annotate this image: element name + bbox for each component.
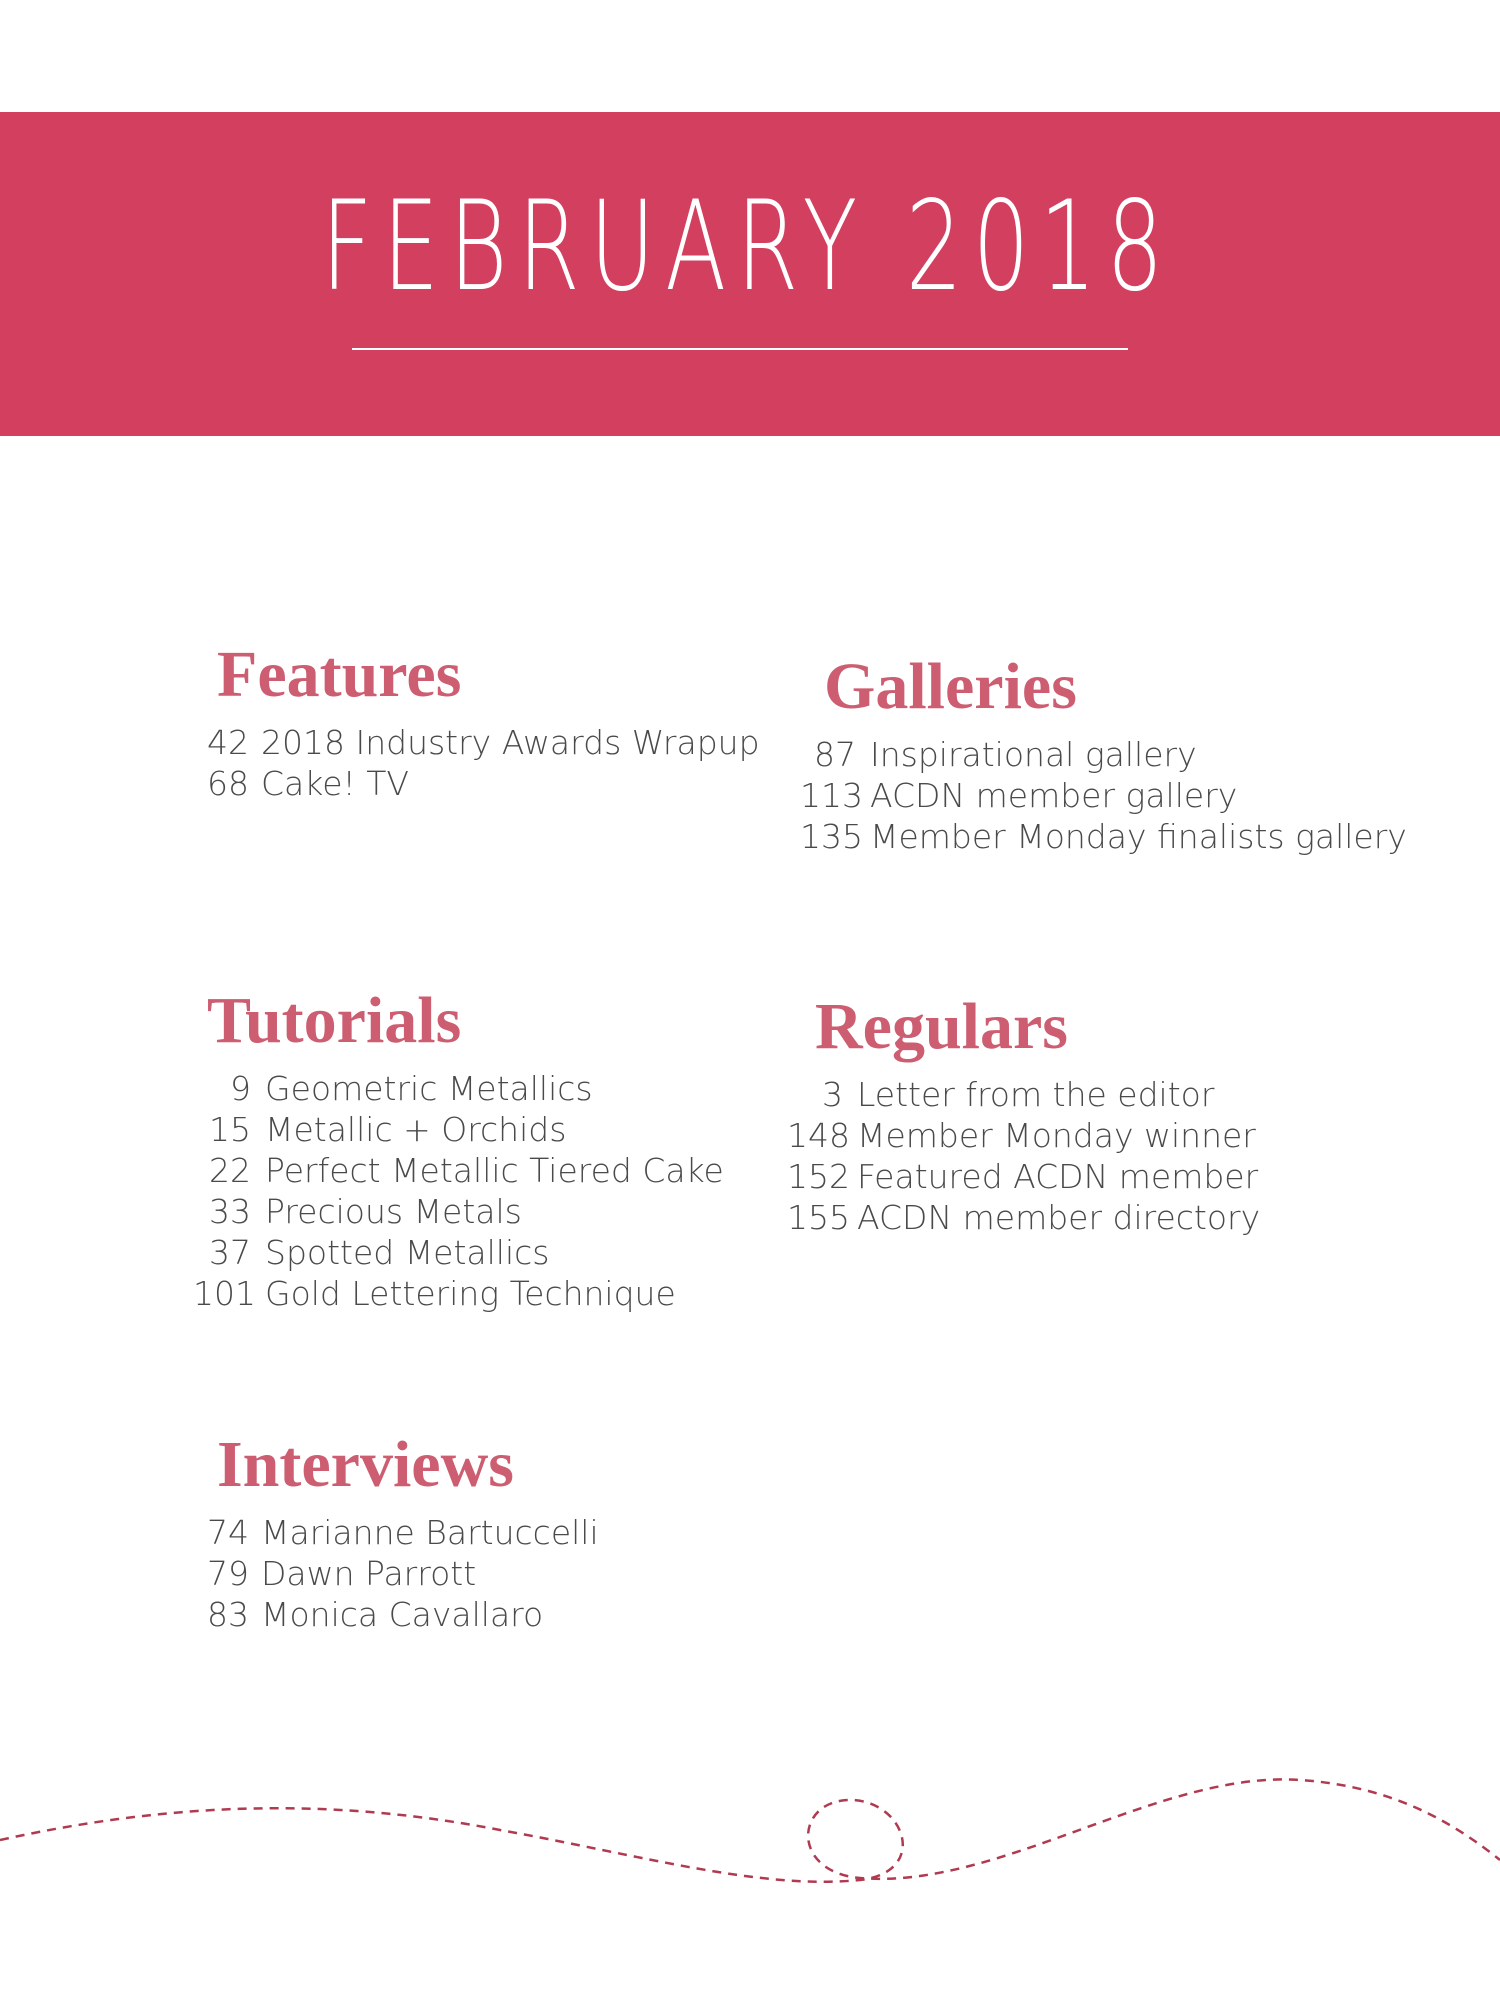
article-title: Featured ACDN member bbox=[857, 1157, 1259, 1196]
dashed-swirl-line-icon bbox=[0, 1760, 1500, 1920]
section-galleries bbox=[800, 650, 1407, 857]
contents-item[interactable] bbox=[193, 1150, 724, 1191]
contents-item[interactable] bbox=[800, 775, 1407, 816]
section-tutorials bbox=[193, 984, 724, 1314]
page-number: 33 bbox=[209, 1192, 251, 1231]
contents-item[interactable] bbox=[800, 734, 1407, 775]
contents-item[interactable] bbox=[193, 1109, 724, 1150]
page-number: 87 bbox=[814, 735, 856, 774]
issue-title: FEBRUARY 2018 bbox=[321, 175, 1174, 319]
contents-item[interactable] bbox=[193, 1232, 724, 1273]
article-title: Letter from the editor bbox=[857, 1075, 1215, 1114]
article-title: Monica Cavallaro bbox=[261, 1595, 544, 1634]
article-title: Precious Metals bbox=[265, 1192, 522, 1231]
article-title: Spotted Metallics bbox=[265, 1233, 550, 1272]
page-number: 74 bbox=[207, 1513, 249, 1552]
page-number: 15 bbox=[209, 1110, 251, 1149]
page-number: 3 bbox=[822, 1075, 843, 1114]
section-heading-interviews: Interviews bbox=[217, 1428, 514, 1501]
article-title: Perfect Metallic Tiered Cake bbox=[265, 1151, 724, 1190]
article-title: Marianne Bartuccelli bbox=[261, 1513, 599, 1552]
contents-item[interactable] bbox=[787, 1074, 1260, 1115]
contents-item[interactable] bbox=[787, 1115, 1260, 1156]
page-number: 148 bbox=[787, 1116, 850, 1155]
article-title: Metallic + Orchids bbox=[265, 1110, 567, 1149]
contents-item[interactable] bbox=[193, 1273, 724, 1314]
article-title: Member Monday finalists gallery bbox=[870, 817, 1407, 856]
contents-item[interactable] bbox=[787, 1156, 1260, 1197]
article-title: Cake! TV bbox=[261, 764, 409, 803]
article-title: ACDN member gallery bbox=[870, 776, 1238, 815]
article-title: Member Monday winner bbox=[857, 1116, 1256, 1155]
contents-item[interactable] bbox=[193, 1191, 724, 1232]
article-title: Inspirational gallery bbox=[870, 735, 1197, 774]
page-number: 101 bbox=[193, 1274, 256, 1313]
page-number: 152 bbox=[787, 1157, 850, 1196]
page-number: 22 bbox=[209, 1151, 251, 1190]
article-title: Gold Lettering Technique bbox=[265, 1274, 676, 1313]
section-regulars bbox=[787, 990, 1261, 1238]
contents-item[interactable] bbox=[207, 1553, 599, 1594]
article-title: Geometric Metallics bbox=[265, 1069, 593, 1108]
page-number: 68 bbox=[207, 764, 249, 803]
contents-item[interactable] bbox=[787, 1197, 1260, 1238]
section-heading-tutorials: Tutorials bbox=[207, 984, 462, 1057]
title-underline bbox=[352, 348, 1128, 350]
page-number: 37 bbox=[209, 1233, 251, 1272]
section-interviews bbox=[207, 1428, 599, 1635]
article-title: Dawn Parrott bbox=[261, 1554, 477, 1593]
section-heading-regulars: Regulars bbox=[815, 990, 1068, 1063]
contents-item[interactable] bbox=[207, 722, 760, 763]
contents-item[interactable] bbox=[207, 763, 760, 804]
article-title: ACDN member directory bbox=[857, 1198, 1261, 1237]
contents-item[interactable] bbox=[207, 1594, 599, 1635]
page-number: 42 bbox=[207, 723, 249, 762]
section-heading-galleries: Galleries bbox=[824, 650, 1077, 723]
section-heading-features: Features bbox=[217, 638, 462, 711]
page-number: 9 bbox=[230, 1069, 251, 1108]
contents-item[interactable] bbox=[800, 816, 1407, 857]
section-features bbox=[207, 638, 760, 804]
contents-item[interactable] bbox=[193, 1068, 724, 1109]
page-number: 79 bbox=[207, 1554, 249, 1593]
page-number: 113 bbox=[800, 776, 863, 815]
page-number: 135 bbox=[800, 817, 863, 856]
article-title: 2018 Industry Awards Wrapup bbox=[261, 723, 760, 762]
contents-item[interactable] bbox=[207, 1512, 599, 1553]
page-number: 83 bbox=[207, 1595, 249, 1634]
page-number: 155 bbox=[787, 1198, 850, 1237]
